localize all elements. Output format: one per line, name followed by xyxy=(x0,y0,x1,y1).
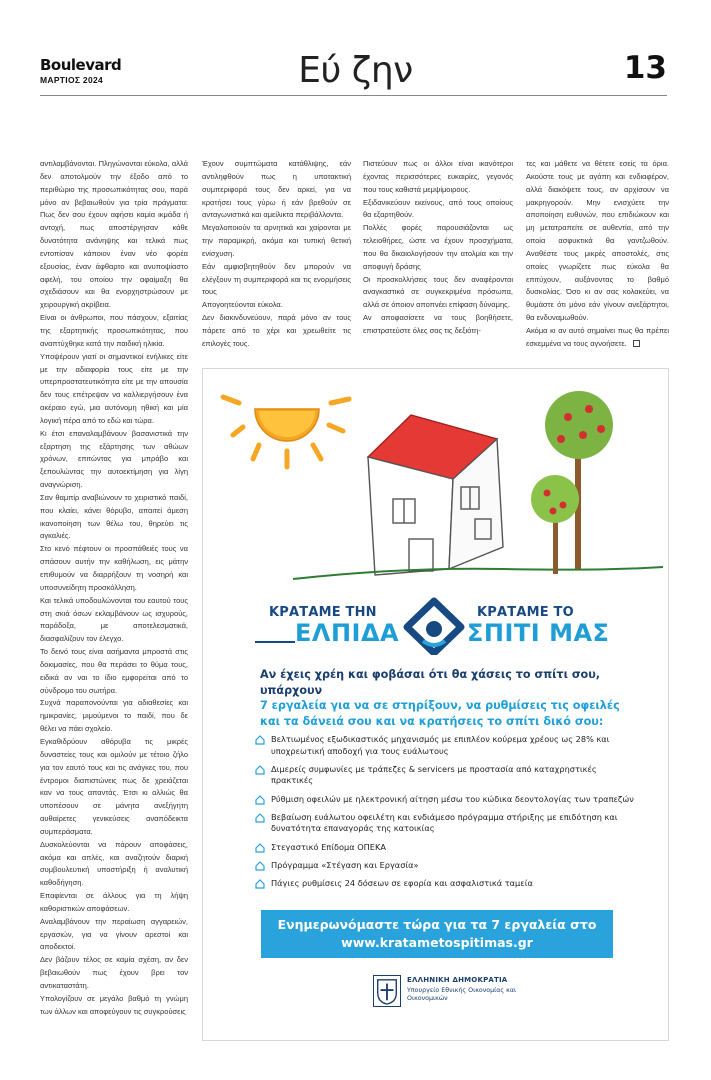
advertisement xyxy=(202,368,669,1041)
paragraph: Πιστεύουν πως οι άλλοι είναι ικανότεροι έχοντας περισσότερες ευκαιρίες, γεγονός που τους καθιστά μεμψίμοιρους. xyxy=(363,159,513,194)
house-bullet-icon xyxy=(255,765,265,775)
logo-text-top-right: ΚΡΑΤΑΜΕ ΤΟ xyxy=(477,605,574,620)
section-title: Εύ ζην xyxy=(298,50,413,91)
paragraph: Αν αποφασίσετε να τους βοηθήσετε, επιστρατεύστε όλες σας τις δεξιότη- xyxy=(363,313,513,335)
paragraph: Μεγαλοποιούν τα αρνητικά και χαίρονται με την παραμικρή, ακόμα και τυπική θετική ενίσχυση. xyxy=(202,223,351,258)
house-bullet-icon xyxy=(255,813,265,823)
logo-text-bottom-left: ΕΛΠΙΔΑ xyxy=(295,619,400,647)
website-banner xyxy=(261,910,613,958)
house-drawing xyxy=(368,415,503,575)
banner-line-1: Ενημερωνόμαστε τώρα για τα 7 εργαλεία στο xyxy=(277,917,597,932)
paragraph: Δυσκολεύονται να πάρουν αποφάσεις, ακόμα και απλές, και αναζητούν διαρκή συμβουλευτική υποστήριξη ή αναλυτική καθοδήγηση. xyxy=(40,839,188,888)
tools-list xyxy=(255,734,635,896)
paragraph: Υποψέρουν γιατί οι σημαντικοί ενήλικες είτε με την αδιαφορία τους είτε με την υπερπροστατευτικότητα είτε με την απουσία δεν τους επέτρεψαν να καλλιεργήσουν ένα ακέραιο εγώ, μια αυτόνομη ηθική και μία λογική πέρα από το εδώ και τώρα. xyxy=(40,351,188,425)
newspaper-brand: Boulevard xyxy=(40,56,122,74)
tool-text: Στεγαστικό Επίδομα ΟΠΕΚΑ xyxy=(271,841,386,852)
paragraph: Εγκαθιδρύουν αθόρυβα τις μικρές δυναστείες τους και ομιλούν με τέτοιο ζήλο για τον εαυτό τους και τις ανάγκες του, που έντρομοι διαπιστώνεις πως δε χρειάζεται καν να τους απαντάς. Έτσι κι αλλιώς θα υποπέσουν σε μάνητα ανεξήγητη αυθαίρετες γενικεύσεις αναπόδεικτα συμπεράσματα. xyxy=(40,736,188,836)
paragraph: Οι προσκολλήσεις τους δεν αναφέρονται αναγκαστικά σε συγκεκριμένα πρόσωπα, αλλά σε όποιον αποπνέει επίφαση δύναμης. xyxy=(363,274,513,310)
article-column-4 xyxy=(526,158,669,351)
house-bullet-icon xyxy=(255,843,265,853)
paragraph: Το δεινό τους είναι ασήμαντα μπροστά στις δοκιμασίες, που θα περάσει το θύμα τους, ειδικά αν ναι το ίδιο εμφορείται από το σύνδρομο του σωτήρα. xyxy=(40,647,188,695)
paragraph: Πολλές φορές παρουσιάζονται ως τελειοθήρες, ώστε να έχουν προσχήματα, που θα δικαιολογήσουν την ατολμία και την αποφυγή δράσης xyxy=(363,223,513,271)
list-item xyxy=(255,734,635,757)
paragraph: Αναλαμβάνουν την περαίωση αγγαρειών, εργασιών, για να γίνουν αρεστοί και αποδεκτοί. xyxy=(40,916,188,952)
paragraph: Επαφίενται σε άλλους για τη λήψη καθοριστικών αποφάσεων. xyxy=(40,891,188,913)
header-rule xyxy=(40,95,667,96)
ministry-title: ΕΛΛΗΝΙΚΗ ΔΗΜΟΚΡΑΤΙΑ xyxy=(407,976,508,984)
paragraph: Και τελικά υποδουλώνονται του εαυτού τους στη σκιά όσων εκλαμβάνουν ως ισχυρούς, παράδοξα, με αποτελεσματικά, διασφαλίζουν τον έλεγχο. xyxy=(40,595,188,644)
list-item xyxy=(255,794,635,806)
lead-line-2: 7 εργαλεία για να σε στηρίξουν, να ρυθμίσεις τις οφειλές και τα δάνειά σου και να κρατήσεις το σπίτι δικό σου: xyxy=(260,699,620,728)
tree-drawing xyxy=(531,391,613,574)
paragraph: τες και μάθετε να θέτετε εσείς τα όρια. Ακούστε τους με αγάπη και ενδιαφέρον, αλλά διακόψετε τους, αν αρχίσουν να μακρηγορούν. Μην ενισχύετε την αποποίηση ευθυνών, που επιδιώκουν και μη μετατραπείτε σε αυθεντία, από την οποία ασφυκτικά θα γαντζωθούν. Αναθέστε τους μικρές αποστολές, στις οποίες γνωρίζετε πως εύκολα θα επιτύχουν, αυξάνοντας το βαθμό δυσκολίας. Όσο κι αν σας κολακεύει, να θυμάστε ότι μόνο εάν γίνουν ανεξάρτητοι, θα ενδυναμωθούν. xyxy=(526,159,669,323)
list-item xyxy=(255,764,635,787)
paragraph: Συχνά παραπονούνται για αδιαθεσίες και ημικρανίες, μιμούμενοι το παιδί, που δε θέλει να πάει σχολείο. xyxy=(40,698,188,734)
logo-line-left xyxy=(255,641,295,643)
paragraph: Δεν βάζουν τέλος σε καμία σχέση, αν δεν βεβαιωθούν πως έχουν βρει τον αντικαταστάτη. xyxy=(40,955,188,990)
tool-text: Βελτιωμένος εξωδικαστικός μηχανισμός με επιπλέον κούρεμα χρέους ως 28% και υποχρεωτική αποδοχή για τους ευάλωτους xyxy=(271,734,610,756)
paragraph xyxy=(526,325,669,351)
paragraph: Έχουν συμπτώματα κατάθλιψης, εάν αντιληφθούν πως η υποτακτική συμπεριφορά τους δεν αρκεί, για να κρατήσει τους γύρω ή εάν βρεθούν σε ανταγωνιστικά και αμείλικτα περιβάλλοντα. xyxy=(202,159,351,220)
paragraph: αντιλαμβάνονται. Πληγώνονται εύκολα, αλλά δεν αποτολμούν την έξοδο από το περιθώριο της προσωπικότητας σου, παρά μόνο αν βεβαιωθούν για τρία πράγματα: Πως δεν σου έχουν αφήσει καμία ικμάδα ή αντοχή, πως αποστέργησαν κάθε δυνατότητα ανάνηψης και τελικά πως εντοπίσαν κάποιον έναν νέο φορέα εξουσίας, έναν άφθαρτο και ανυποψίαστο αφελή, του οποίου την αφαίμαξη θα σχεδιάσουν και θα ενορχηστρώσουν με χειρουργική ακρίβεια. xyxy=(40,159,188,310)
paragraph: Υπολογίζουν σε μεγάλο βαθμό τη γνώμη των άλλων και αποφεύγουν τις συγκρούσεις xyxy=(40,993,188,1016)
article-column-2 xyxy=(202,158,351,351)
issue-date: ΜΑΡΤΙΟΣ 2024 xyxy=(40,75,104,85)
article-column-3 xyxy=(363,158,513,338)
house-bullet-icon xyxy=(255,795,265,805)
paragraph: Είναι οι άνθρωποι, που πάσχουν, εξαιτίας της εξαρτητικής προσωπικότητας, που αναπτύχθηκε κατά την παιδική ηλικία. xyxy=(40,313,188,348)
article-column-1 xyxy=(40,158,188,1019)
greek-coat-of-arms-icon xyxy=(373,975,401,1007)
paragraph: Στο κενό πέφτουν οι προσπάθειές τους να σπάσουν αυτήν την καθήλωση, εις μάτην επιθυμούν να διαρρήξουν τη νοσηρή και υποσυνείδητη προσκόλληση. xyxy=(40,544,188,592)
tool-text: Πάγιες ρυθμίσεις 24 δόσεων σε εφορία και ασφαλιστικά ταμεία xyxy=(271,877,533,888)
grass-drawing xyxy=(293,567,663,579)
house-bullet-icon xyxy=(255,735,265,745)
paragraph-text: Ακόμα κι αν αυτό σημαίνει πως θα πρέπει εσκεμμένα να τους αγνοήσετε. xyxy=(526,325,669,348)
house-bullet-icon xyxy=(255,861,265,871)
website-url: www.kratametospitimas.gr xyxy=(341,935,533,950)
list-item xyxy=(255,842,635,854)
list-item xyxy=(255,860,635,872)
tool-text: Πρόγραμμα «Στέγαση και Εργασία» xyxy=(271,859,419,870)
paragraph: Δεν διακινδυνεύουν, παρά μόνο αν τους πάρετε από το χέρι και χρεωθείτε τις επιλογές τους. xyxy=(202,313,351,348)
campaign-logo xyxy=(255,597,615,657)
tool-text: Βεβαίωση ευάλωτου οφειλέτη και ενδιάμεσο πρόγραμμα στήριξης με επιδότηση και δυνατότητα επαναγοράς της κατοικίας xyxy=(271,811,618,834)
list-item xyxy=(255,878,635,890)
paragraph: Απογοητεύονται εύκολα. xyxy=(202,300,283,310)
ministry-logo xyxy=(373,973,523,1017)
tool-text: Διμερείς συμφωνίες με τράπεζες & servicers με προστασία από καταχρηστικές πρακτικές xyxy=(271,763,597,786)
paragraph: Εξιδανικεύουν εκείνους, από τους οποίους θα εξαρτηθούν. xyxy=(363,197,513,220)
sun-drawing xyxy=(223,397,349,467)
lead-line-1: Αν έχεις χρέη και φοβάσαι ότι θα χάσεις το σπίτι σου, υπάρχουν xyxy=(260,668,601,697)
logo-text-bottom-right: ΣΠΙΤΙ ΜΑΣ xyxy=(467,619,610,647)
ministry-subtitle: Υπουργείο Εθνικής Οικονομίας και Οικονομικών xyxy=(407,987,517,1002)
ad-lead-text xyxy=(260,667,640,729)
house-bullet-icon xyxy=(255,879,265,889)
list-item xyxy=(255,812,635,835)
logo-text-top-left: ΚΡΑΤΑΜΕ ΤΗΝ xyxy=(269,605,377,620)
paragraph: Κι έτσι επαναλαμβάνουν βασανιστικά την εξαρτηση της εξάρτησης των αθώων χρόνων, επιτώντας για μπράβο και ξεπουλώντας την αυτοεκτίμηση για λίγη αναγνώριση. xyxy=(40,428,188,490)
paragraph: Εάν αμφισβητηθούν δεν μπορούν να ελέγξουν τη συμπεριφορά και τις ενορμήσεις τους xyxy=(202,261,351,297)
tool-text: Ρύθμιση οφειλών με ηλεκτρονική αίτηση μέσω του κώδικα δεοντολογίας των τραπεζών xyxy=(271,793,634,804)
house-heart-logo-icon xyxy=(403,597,465,655)
paragraph: Σαν θαμπίρ αναβιώνουν το χειριστικό παιδί, που κλαίει, κάνει θόρυβο, απαιτεί άμεση ικανοποίηση των θέλω του, θηρεύει τις αγκαλιές. xyxy=(40,492,188,541)
end-of-article-icon xyxy=(633,340,640,347)
house-drawing-illustration xyxy=(203,369,669,591)
page-number: 13 xyxy=(623,50,667,86)
